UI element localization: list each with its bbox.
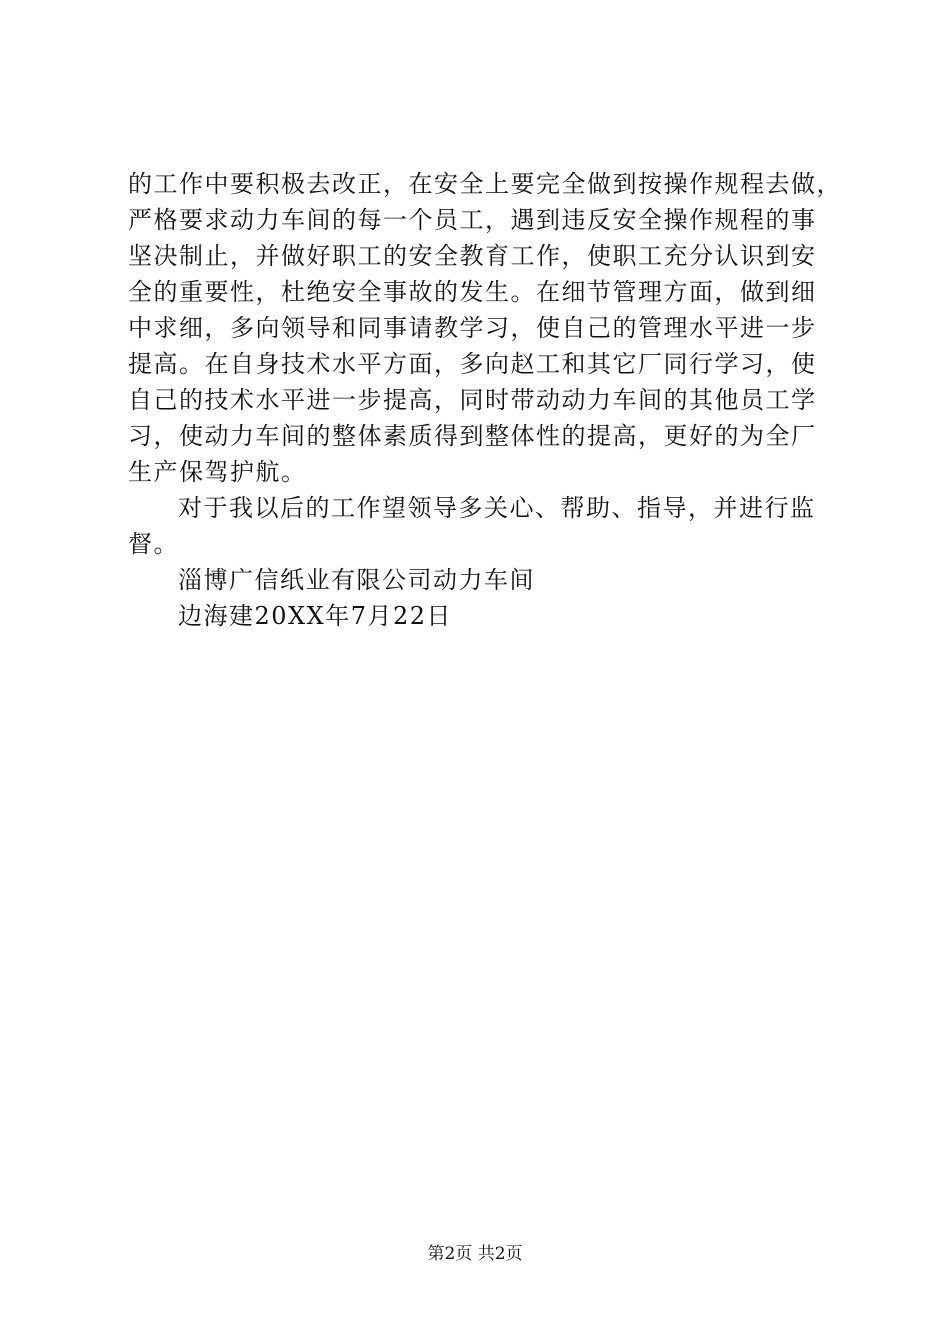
document-body <box>128 166 842 634</box>
body-line: 生产保驾护航。 <box>128 458 307 486</box>
body-line: 中求细，多向领导和同事请教学习，使自己的管理水平进一步 <box>128 314 817 342</box>
closing-paragraph-line: 对于我以后的工作望领导多关心、帮助、指导，并进行监 <box>178 494 816 522</box>
body-line: 的工作中要积极去改正，在安全上要完全做到按操作规程去做， <box>128 170 842 198</box>
body-line: 习，使动力车间的整体素质得到整体性的提高，更好的为全厂 <box>128 422 817 450</box>
signature-organization: 淄博广信纸业有限公司动力车间 <box>178 566 535 594</box>
body-line: 严格要求动力车间的每一个员工，遇到违反安全操作规程的事 <box>128 206 817 234</box>
body-line: 全的重要性，杜绝安全事故的发生。在细节管理方面，做到细 <box>128 278 817 306</box>
page-number-footer: 第2页 共2页 <box>427 1244 523 1264</box>
signature-date: 边海建20XX年7月22日 <box>178 602 453 630</box>
body-line: 提高。在自身技术水平方面，多向赵工和其它厂同行学习，使 <box>128 350 817 378</box>
body-line: 自己的技术水平进一步提高，同时带动动力车间的其他员工学 <box>128 386 817 414</box>
closing-paragraph-line: 督。 <box>128 530 179 558</box>
body-line: 坚决制止，并做好职工的安全教育工作，使职工充分认识到安 <box>128 242 817 270</box>
